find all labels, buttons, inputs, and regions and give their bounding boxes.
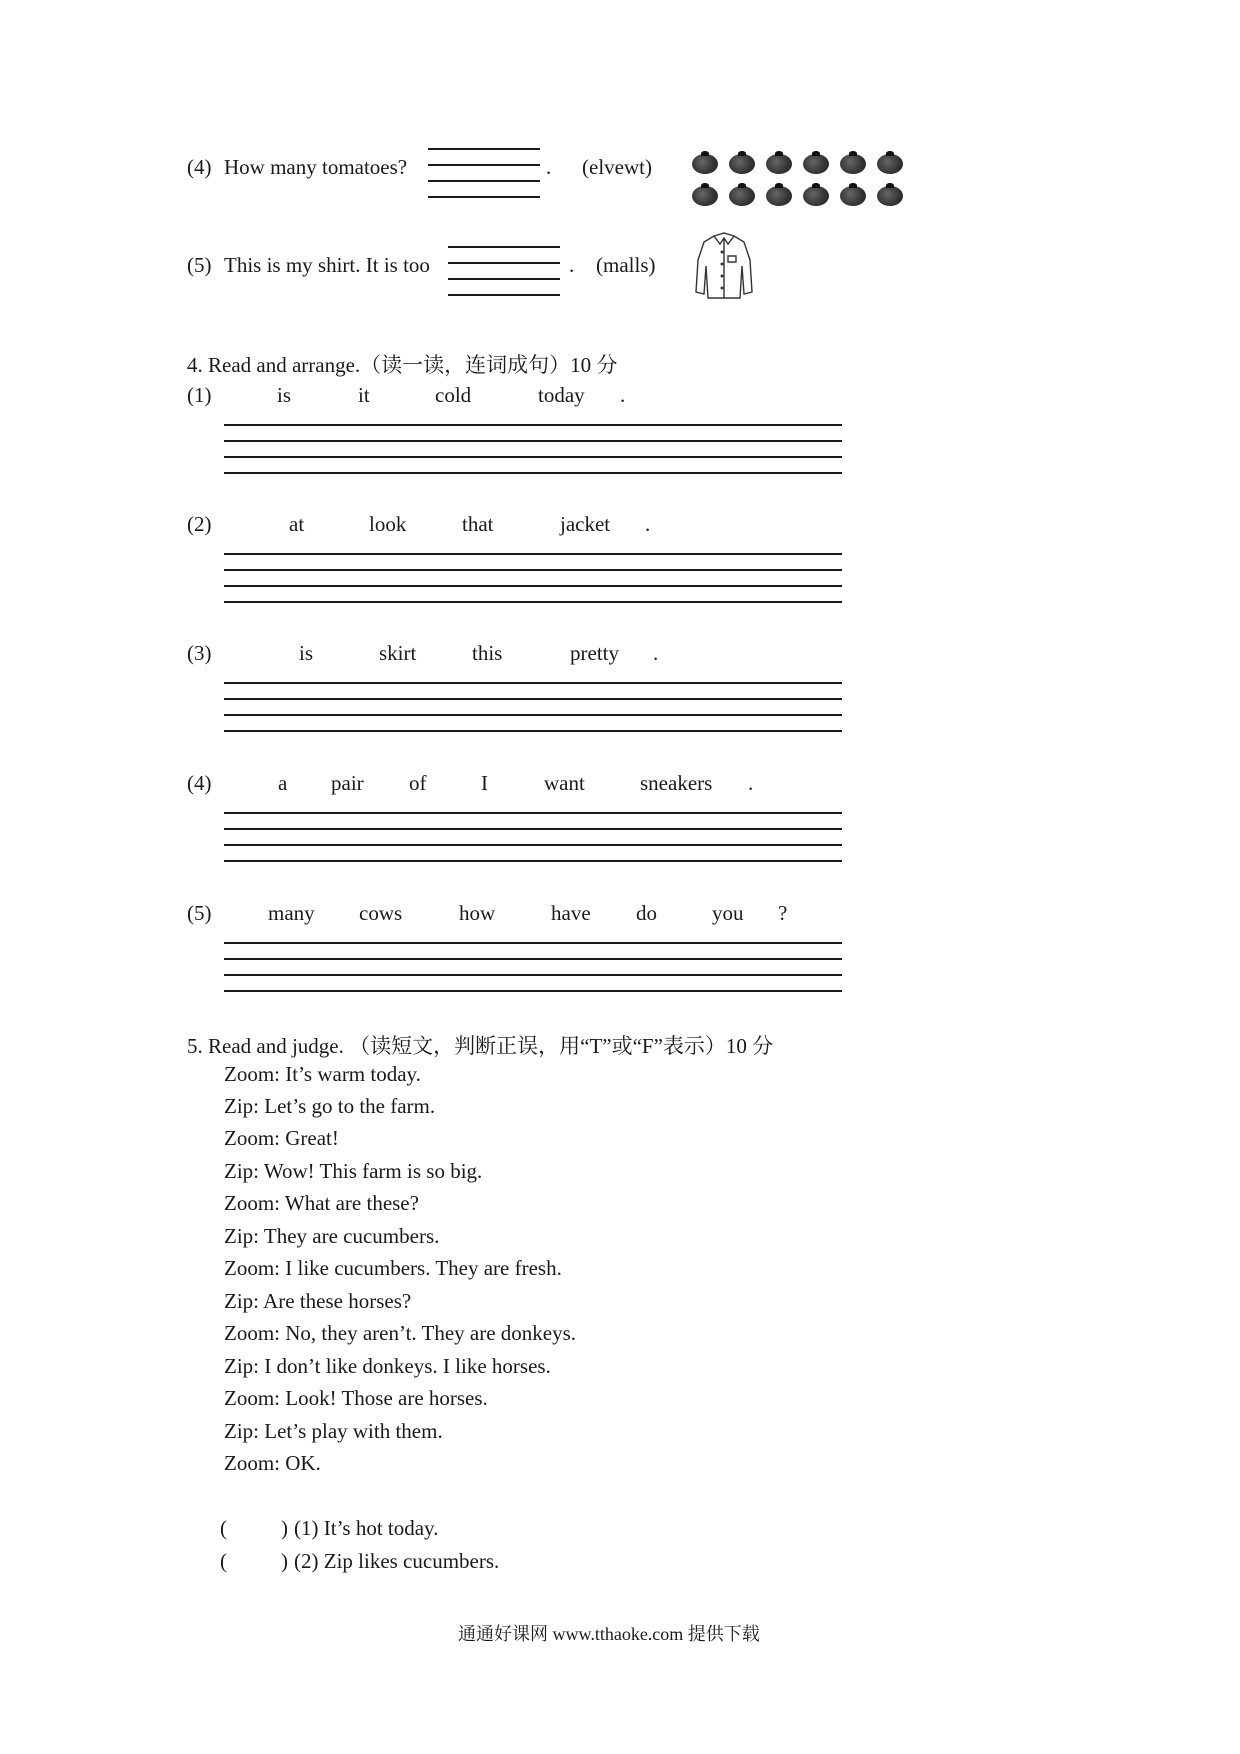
q3-5-text: This is my shirt. It is too [224, 253, 430, 277]
tomato-icon [803, 186, 829, 206]
dialogue-line: Zip: Are these horses? [224, 1289, 412, 1313]
q4-4-word: . [748, 771, 754, 795]
q4-5-word: many [268, 901, 315, 925]
q4-3-answer-lines[interactable] [224, 682, 842, 734]
dialogue-line: Zoom: What are these? [224, 1191, 419, 1215]
q3-4-text: How many tomatoes? [224, 155, 408, 179]
q3-5-hint: (malls) [596, 253, 656, 277]
q4-5-word: do [636, 901, 657, 925]
q3-4-number: (4) [187, 155, 212, 179]
q4-4-word: sneakers [640, 771, 713, 795]
q4-4-word: pair [331, 771, 364, 795]
tomato-icon [877, 186, 903, 206]
dialogue-line: Zip: Let’s play with them. [224, 1419, 443, 1443]
q4-1-answer-lines[interactable] [224, 424, 842, 476]
dialogue-line: Zoom: I like cucumbers. They are fresh. [224, 1256, 562, 1280]
tomato-icon [766, 154, 792, 174]
q4-3-word: pretty [570, 641, 619, 665]
q4-4-word: I [481, 771, 488, 795]
tomato-icon [692, 154, 718, 174]
answer-paren-open[interactable]: ( [220, 1549, 227, 1573]
q4-1-word: it [358, 383, 370, 407]
q3-5-end: . [569, 253, 575, 277]
judge-statement: (1) It’s hot today. [294, 1516, 439, 1540]
dialogue-line: Zip: I don’t like donkeys. I like horses. [224, 1354, 551, 1378]
judge-statement: (2) Zip likes cucumbers. [294, 1549, 500, 1573]
tomato-icon [766, 186, 792, 206]
q3-5-answer-lines[interactable] [448, 246, 560, 298]
q4-5-word: ? [778, 901, 788, 925]
q4-5-word: cows [359, 901, 403, 925]
q4-3-number: (3) [187, 641, 212, 665]
section4-heading: 4. Read and arrange.（读一读，连词成句）10 分 [187, 353, 618, 377]
page-footer: 通通好课网 www.tthaoke.com 提供下载 [458, 1624, 760, 1644]
tomato-icon [877, 154, 903, 174]
q4-1-word: is [277, 383, 292, 407]
q4-2-number: (2) [187, 512, 212, 536]
dialogue-line: Zip: Let’s go to the farm. [224, 1094, 436, 1118]
tomato-icon [840, 186, 866, 206]
q4-4-number: (4) [187, 771, 212, 795]
q4-2-word: at [289, 512, 305, 536]
q3-4-end: . [546, 155, 552, 179]
q4-3-word: this [472, 641, 503, 665]
q4-1-word: cold [435, 383, 472, 407]
q3-4-answer-lines[interactable] [428, 148, 540, 200]
q4-4-word: a [278, 771, 288, 795]
tomatoes-icon [692, 152, 912, 212]
q4-4-answer-lines[interactable] [224, 812, 842, 864]
q4-5-number: (5) [187, 901, 212, 925]
tomato-icon [729, 154, 755, 174]
q4-2-word: . [645, 512, 651, 536]
q4-2-word: jacket [560, 512, 611, 536]
tomato-icon [729, 186, 755, 206]
answer-paren-close[interactable]: ) [281, 1516, 288, 1540]
q4-2-word: that [462, 512, 494, 536]
dialogue-line: Zip: Wow! This farm is so big. [224, 1159, 483, 1183]
q4-2-word: look [369, 512, 407, 536]
q4-3-word: skirt [379, 641, 417, 665]
q4-4-word: of [409, 771, 427, 795]
answer-paren-close[interactable]: ) [281, 1549, 288, 1573]
tomato-icon [692, 186, 718, 206]
section5-heading: 5. Read and judge. （读短文，判断正误，用“T”或“F”表示）10 分 [187, 1034, 774, 1058]
dialogue-line: Zoom: No, they aren’t. They are donkeys. [224, 1321, 577, 1345]
dialogue-line: Zoom: Great! [224, 1126, 339, 1150]
tomato-icon [803, 154, 829, 174]
q4-5-word: have [551, 901, 591, 925]
q4-5-answer-lines[interactable] [224, 942, 842, 994]
q4-5-word: how [459, 901, 496, 925]
q4-1-number: (1) [187, 383, 212, 407]
q4-1-word: . [620, 383, 626, 407]
q3-5-number: (5) [187, 253, 212, 277]
q4-1-word: today [538, 383, 585, 407]
dialogue-line: Zoom: Look! Those are horses. [224, 1386, 488, 1410]
q4-4-word: want [544, 771, 585, 795]
shirt-icon [692, 230, 756, 302]
answer-paren-open[interactable]: ( [220, 1516, 227, 1540]
dialogue-line: Zip: They are cucumbers. [224, 1224, 440, 1248]
dialogue-line: Zoom: It’s warm today. [224, 1062, 421, 1086]
q3-4-hint: (elvewt) [582, 155, 652, 179]
q4-3-word: . [653, 641, 659, 665]
q4-5-word: you [712, 901, 744, 925]
tomato-icon [840, 154, 866, 174]
q4-2-answer-lines[interactable] [224, 553, 842, 605]
dialogue-line: Zoom: OK. [224, 1451, 321, 1475]
q4-3-word: is [299, 641, 314, 665]
